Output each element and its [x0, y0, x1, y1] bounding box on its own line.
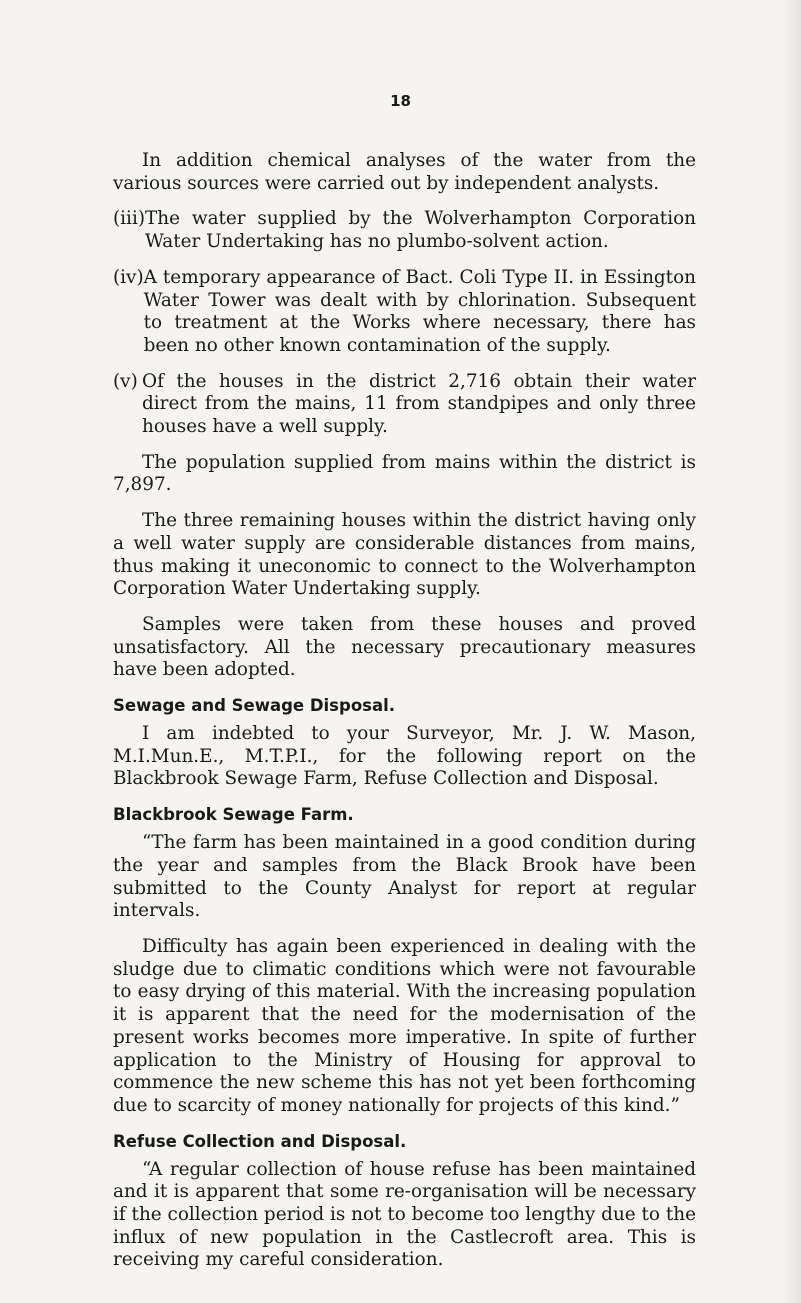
list-item-number: (iii) [113, 208, 145, 230]
list-item-number: (iv) [113, 266, 144, 288]
list-item-text: Of the houses in the district 2,716 obtain their water direct from the mains, 11 from standpipes and only three houses have a well supply. [142, 370, 696, 438]
list-item-iii [113, 208, 696, 253]
list-item-v [113, 371, 696, 439]
refuse-paragraph: “A regular collection of house refuse has been maintained and it is apparent that some re-organisation will be necessary if the collection period is not to become too lengthy due to the influx of new population in the Castlecroft area. This is receiving my careful consideration. [113, 1158, 696, 1271]
list-item-text: The water supplied by the Wolverhampton Corporation Water Undertaking has no plumbo-solvent action. [145, 208, 696, 253]
blackbrook-farm-heading: Blackbrook Sewage Farm. [113, 805, 354, 825]
list-item-text: A temporary appearance of Bact. Coli Type II. in Essington Water Tower was dealt with by chlorination. Subsequent to treatment at the Works where necessary, there has been no other known contamination of the supply. [143, 266, 696, 356]
list-item-iv [113, 267, 696, 358]
sewage-disposal-heading: Sewage and Sewage Disposal. [113, 696, 396, 716]
samples-paragraph: Samples were taken from these houses and proved unsatisfactory. All the necessary precautionary measures have been adopted. [113, 613, 696, 681]
intro-paragraph: In addition chemical analyses of the water from the various sources were carried out by independent analysts. [113, 150, 696, 194]
population-paragraph: The population supplied from mains within the district is 7,897. [113, 451, 696, 496]
refuse-collection-heading: Refuse Collection and Disposal. [113, 1131, 407, 1151]
sewage-disposal-paragraph: I am indebted to your Surveyor, Mr. J. W. Mason, M.I.Mun.E., M.T.P.I., for the following report on the Blackbrook Sewage Farm, Refuse Collection and Disposal. [113, 723, 696, 790]
page-edge-shadow [785, 0, 801, 1303]
farm-paragraph-2: Difficulty has again been experienced in dealing with the sludge due to climatic conditions which were not favourable to easy drying of this material. With the increasing population it is apparent that the need for the modernisation of the present works becomes more imperative. In spite of further application to the Ministry of Housing for approval to commence the new scheme this has not yet been forthcoming due to scarcity of money nationally for projects of this kind.” [113, 935, 696, 1116]
three-houses-paragraph: The three remaining houses within the district having only a well water supply are considerable distances from mains, thus making it uneconomic to connect to the Wolverhampton Corporation Water Undertaking supply. [113, 510, 696, 600]
document-body [113, 150, 696, 1285]
list-item-number: (v) [113, 370, 138, 392]
farm-paragraph-1: “The farm has been maintained in a good condition during the year and samples from the Black Brook have been submitted to the County Analyst for report at regular intervals. [113, 832, 696, 922]
page-number: 18 [390, 92, 411, 110]
